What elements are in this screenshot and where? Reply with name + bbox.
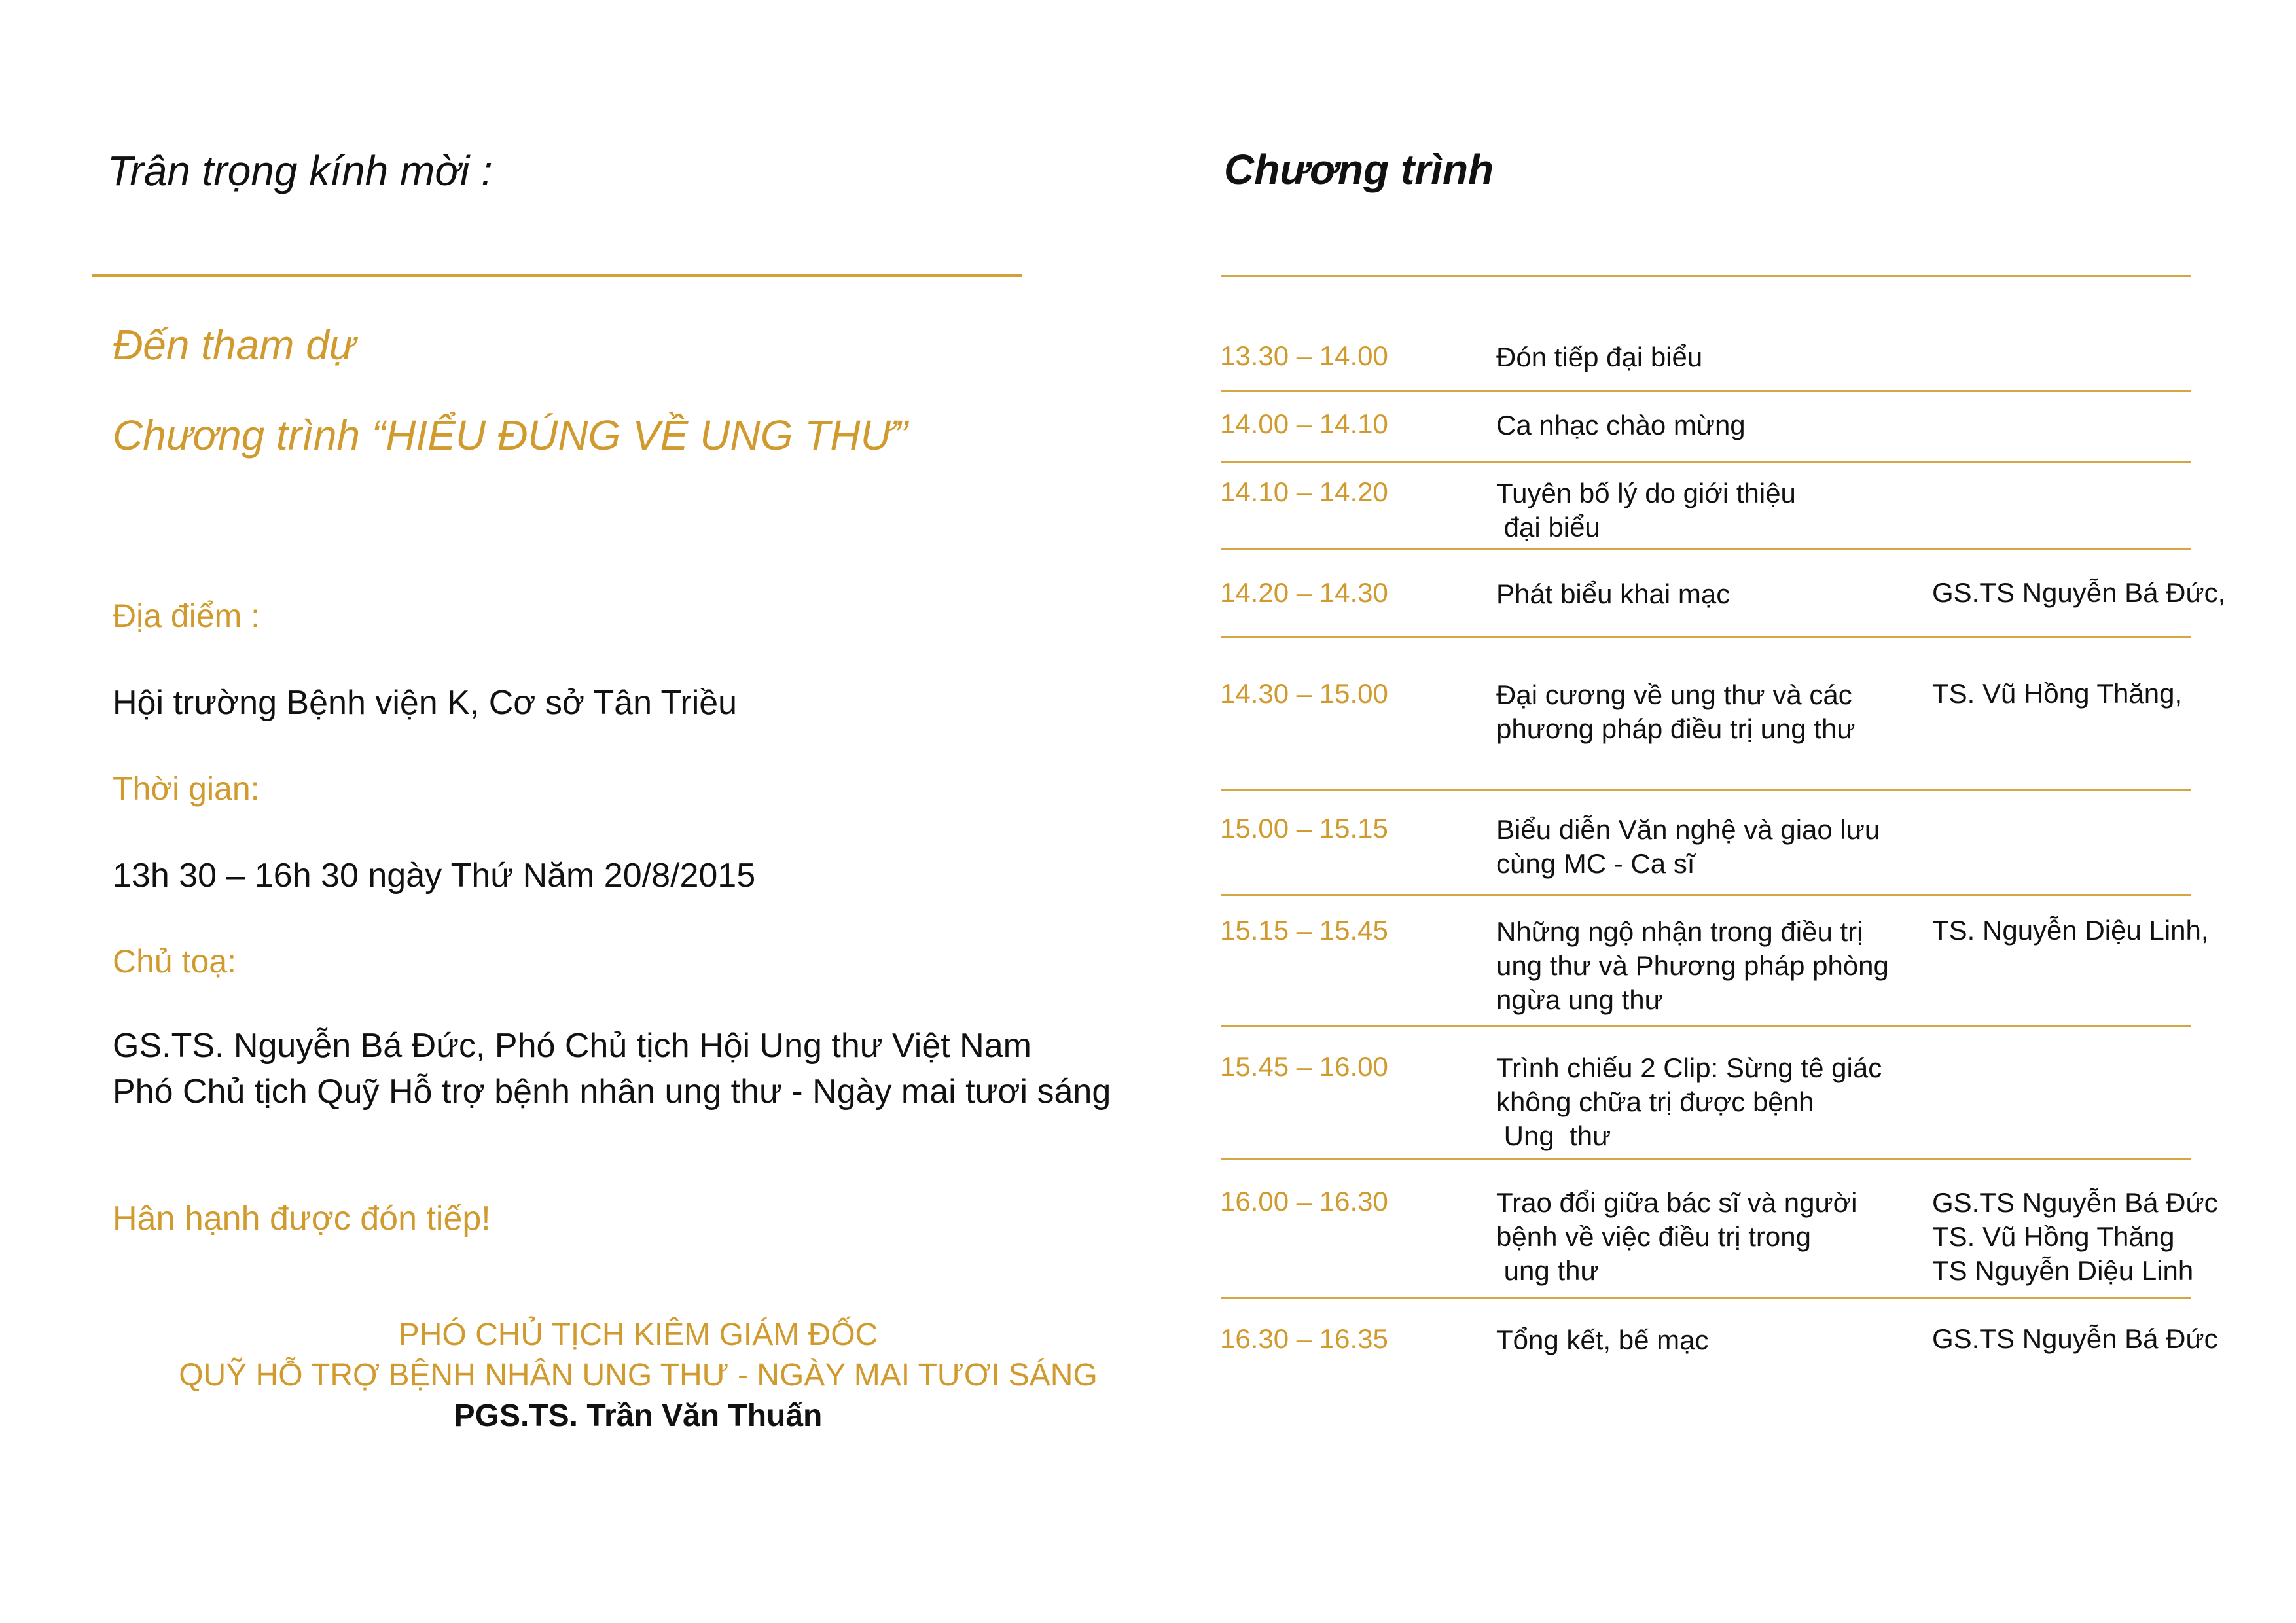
program-speaker: GS.TS Nguyễn Bá Đức — [1932, 1323, 2218, 1354]
chair-line: GS.TS. Nguyễn Bá Đức, Phó Chủ tịch Hội Ung thư Việt Nam — [113, 1027, 1031, 1065]
signature-title: PHÓ CHỦ TỊCH KIÊM GIÁM ĐỐC — [398, 1317, 878, 1352]
welcome-text: Hân hạnh được đón tiếp! — [113, 1200, 491, 1238]
program-speaker: GS.TS Nguyễn Bá Đức TS. Vũ Hồng Thăng TS Nguyễn Diệu Linh — [1932, 1187, 2218, 1286]
row-divider — [1221, 1158, 2191, 1160]
program-time: 16.30 – 16.35 — [1220, 1323, 1388, 1354]
program-time: 14.00 – 14.10 — [1220, 408, 1388, 439]
event-lead: Đến tham dự — [113, 321, 356, 368]
row-divider — [1221, 636, 2191, 638]
chair-line: Phó Chủ tịch Quỹ Hỗ trợ bệnh nhân ung thư - Ngày mai tươi sáng — [113, 1073, 1111, 1111]
row-divider — [1221, 1025, 2191, 1027]
program-activity: Biểu diễn Văn nghệ và giao lưu cùng MC - Ca sĩ — [1496, 814, 1880, 879]
signature-organization: QUỸ HỖ TRỢ BỆNH NHÂN UNG THƯ - NGÀY MAI TƯƠI SÁNG — [179, 1358, 1098, 1393]
program-heading: Chương trình — [1224, 146, 1494, 193]
row-divider — [1221, 548, 2191, 550]
row-divider — [1221, 390, 2191, 392]
program-activity: Trình chiếu 2 Clip: Sừng tê giác không chữa trị được bệnh Ung thư — [1496, 1052, 1882, 1151]
time-label: Thời gian: — [113, 770, 260, 807]
program-speaker: GS.TS Nguyễn Bá Đức, — [1932, 577, 2226, 608]
event-title: Chương trình “HIỂU ĐÚNG VỀ UNG THƯ” — [113, 412, 908, 459]
signature-name: PGS.TS. Trần Văn Thuấn — [454, 1399, 823, 1433]
program-time: 14.30 – 15.00 — [1220, 678, 1388, 709]
invitation-heading: Trân trọng kính mời : — [107, 147, 493, 194]
program-time: 16.00 – 16.30 — [1220, 1186, 1388, 1217]
name-blank-line — [92, 274, 1022, 277]
program-activity: Đón tiếp đại biểu — [1496, 342, 1703, 372]
program-time: 15.00 – 15.15 — [1220, 813, 1388, 844]
program-activity: Ca nhạc chào mừng — [1496, 410, 1746, 440]
program-speaker: TS. Vũ Hồng Thăng, — [1932, 678, 2183, 709]
program-activity: Tuyên bố lý do giới thiệu đại biểu — [1496, 478, 1796, 543]
location-label: Địa điểm : — [113, 597, 260, 634]
row-divider — [1221, 789, 2191, 791]
row-divider — [1221, 894, 2191, 896]
chair-label: Chủ toạ: — [113, 943, 237, 980]
location-value: Hội trường Bệnh viện K, Cơ sở Tân Triều — [113, 684, 738, 722]
time-value: 13h 30 – 16h 30 ngày Thứ Năm 20/8/2015 — [113, 857, 756, 895]
program-time: 13.30 – 14.00 — [1220, 340, 1388, 371]
program-header-rule — [1221, 275, 2191, 277]
program-activity: Những ngộ nhận trong điều trị ung thư và Phương pháp phòng ngừa ung thư — [1496, 916, 1889, 1015]
row-divider — [1221, 461, 2191, 463]
program-activity: Đại cương về ung thư và các phương pháp điều trị ung thư — [1496, 679, 1856, 744]
program-time: 14.20 – 14.30 — [1220, 577, 1388, 608]
program-time: 15.45 – 16.00 — [1220, 1051, 1388, 1082]
program-time: 15.15 – 15.45 — [1220, 915, 1388, 946]
program-activity: Trao đổi giữa bác sĩ và người bệnh về việc điều trị trong ung thư — [1496, 1187, 1857, 1286]
program-time: 14.10 – 14.20 — [1220, 476, 1388, 507]
program-speaker: TS. Nguyễn Diệu Linh, — [1932, 915, 2209, 946]
program-activity: Tổng kết, bế mạc — [1496, 1325, 1709, 1355]
program-activity: Phát biểu khai mạc — [1496, 579, 1731, 609]
row-divider — [1221, 1297, 2191, 1299]
